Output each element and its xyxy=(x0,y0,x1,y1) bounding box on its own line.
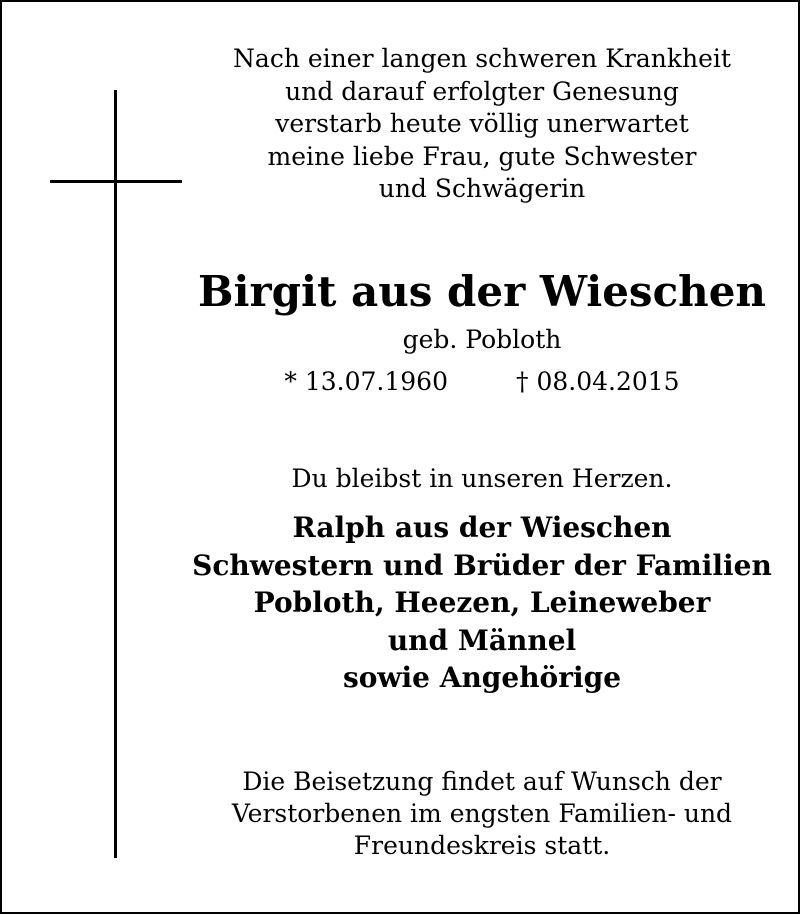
deceased-name: Birgit aus der Wieschen xyxy=(198,267,766,316)
birth-date: * 13.07.1960 xyxy=(284,367,448,396)
mourner-line: sowie Angehörige xyxy=(342,661,622,694)
mourners-list xyxy=(132,509,800,697)
mourner-line: Ralph aus der Wieschen xyxy=(292,511,672,544)
motto-text: Du bleibst in unseren Herzen. xyxy=(291,464,673,493)
funeral-line: Verstorbenen im engsten Familien- und xyxy=(231,799,733,828)
cross-vertical-bar xyxy=(114,90,117,858)
funeral-line: Freundeskreis statt. xyxy=(353,831,611,860)
mourner-line: Schwestern und Brüder der Familien xyxy=(192,548,772,582)
life-dates xyxy=(132,366,800,398)
death-date: † 08.04.2015 xyxy=(516,367,680,396)
intro-text xyxy=(132,43,800,206)
funeral-note xyxy=(132,766,800,862)
intro-line: verstarb heute völlig unerwartet xyxy=(275,109,689,138)
intro-line: und darauf erfolgter Genesung xyxy=(285,76,679,106)
mourner-line: und Männel xyxy=(387,623,577,657)
mourner-line: Pobloth, Heezen, Leineweber xyxy=(253,586,711,619)
intro-line: und Schwägerin xyxy=(378,174,586,203)
funeral-line: Die Beisetzung findet auf Wunsch der xyxy=(242,767,722,796)
maiden-name: geb. Pobloth xyxy=(402,325,562,354)
intro-line: meine liebe Frau, gute Schwester xyxy=(267,141,697,171)
intro-line: Nach einer langen schweren Krankheit xyxy=(233,44,731,73)
